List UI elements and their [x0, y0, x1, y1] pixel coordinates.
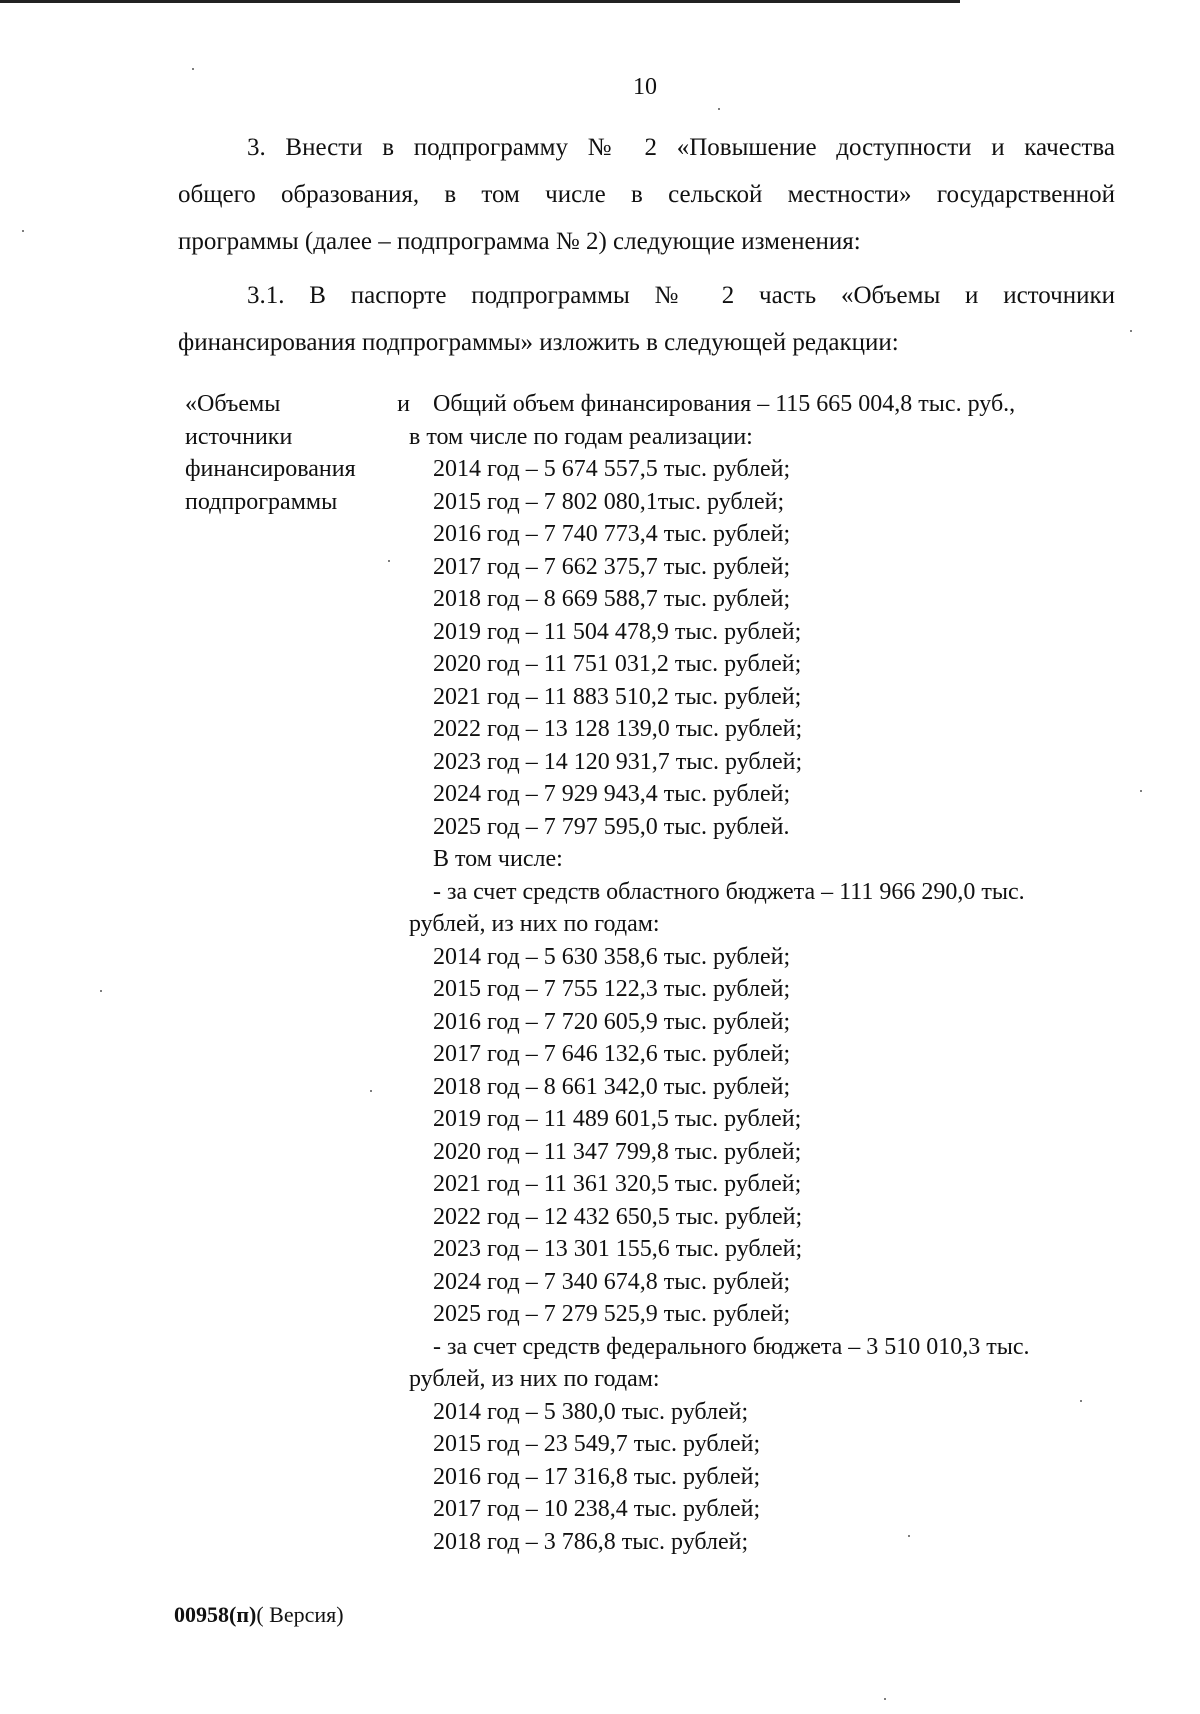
paragraph-passport-change — [178, 272, 1115, 366]
paragraph-line: программы (далее – подпрограмма № 2) следующие изменения: — [178, 228, 861, 255]
year-row: 2025 год – 7 797 595,0 тыс. рублей. — [433, 813, 790, 840]
year-row: 2021 год – 11 361 320,5 тыс. рублей; — [433, 1171, 802, 1197]
year-row: 2017 год – 10 238,4 тыс. рублей; — [433, 1496, 761, 1522]
paragraph-line: 3.1. В паспорте подпрограммы № 2 часть «Объемы и источники — [247, 282, 1115, 309]
scan-speck — [1140, 790, 1142, 792]
year-row: 2015 год – 7 755 122,3 тыс. рублей; — [433, 976, 791, 1002]
left-label-part: «Объемы — [185, 391, 281, 417]
regional-budget-cont: рублей, из них по годам: — [409, 911, 660, 937]
year-row: 2015 год – 23 549,7 тыс. рублей; — [433, 1431, 761, 1457]
total-financing: Общий объем финансирования – 115 665 004,8 тыс. руб., — [433, 391, 1016, 417]
scan-speck — [370, 1090, 372, 1092]
year-row: 2015 год – 7 802 080,1тыс. рублей; — [433, 488, 785, 515]
table-right-column — [409, 388, 1125, 1558]
year-row: 2024 год – 7 340 674,8 тыс. рублей; — [433, 1268, 791, 1295]
paragraph-line: финансирования подпрограммы» изложить в следующей редакции: — [178, 329, 899, 356]
year-row: 2019 год – 11 489 601,5 тыс. рублей; — [433, 1106, 802, 1132]
federal-budget-cont: рублей, из них по годам: — [409, 1366, 660, 1392]
year-row: 2014 год – 5 380,0 тыс. рублей; — [433, 1398, 749, 1425]
year-row: 2023 год – 13 301 155,6 тыс. рублей; — [433, 1236, 803, 1262]
scan-speck — [908, 1535, 910, 1537]
scan-speck — [22, 230, 24, 232]
scan-speck — [1080, 1400, 1082, 1402]
document-version: ( Версия) — [256, 1602, 344, 1627]
year-row: 2014 год – 5 630 358,6 тыс. рублей; — [433, 943, 791, 970]
including-label: В том числе: — [433, 846, 563, 872]
year-row: 2025 год – 7 279 525,9 тыс. рублей; — [433, 1301, 791, 1327]
table-left-column — [185, 388, 410, 518]
top-rule — [0, 0, 960, 3]
total-financing-cont: в том числе по годам реализации: — [409, 423, 753, 450]
federal-budget: - за счет средств федерального бюджета – 3 510 010,3 тыс. — [433, 1333, 1030, 1360]
document-code: 00958(п) — [174, 1602, 257, 1627]
left-row: финансирования — [185, 456, 356, 482]
scan-speck — [100, 990, 102, 992]
left-label-part: и — [397, 391, 410, 417]
year-row: 2019 год – 11 504 478,9 тыс. рублей; — [433, 618, 802, 645]
year-row: 2017 год – 7 646 132,6 тыс. рублей; — [433, 1041, 791, 1067]
year-row: 2016 год – 7 720 605,9 тыс. рублей; — [433, 1008, 791, 1035]
year-row: 2018 год – 8 661 342,0 тыс. рублей; — [433, 1073, 791, 1100]
paragraph-amend-subprogram — [178, 124, 1115, 265]
year-row: 2021 год – 11 883 510,2 тыс. рублей; — [433, 683, 802, 710]
page-number: 10 — [633, 74, 657, 100]
year-row: 2016 год – 7 740 773,4 тыс. рублей; — [433, 521, 791, 547]
year-row: 2024 год – 7 929 943,4 тыс. рублей; — [433, 781, 791, 807]
scan-speck — [388, 560, 390, 562]
year-row: 2023 год – 14 120 931,7 тыс. рублей; — [433, 748, 803, 775]
year-row: 2018 год – 8 669 588,7 тыс. рублей; — [433, 586, 791, 612]
year-row: 2022 год – 12 432 650,5 тыс. рублей; — [433, 1203, 803, 1230]
scan-speck — [192, 68, 194, 70]
scan-speck — [1130, 330, 1132, 332]
year-row: 2018 год – 3 786,8 тыс. рублей; — [433, 1528, 749, 1555]
paragraph-line: общего образования, в том числе в сельской местности» государственной — [178, 181, 1115, 208]
scan-speck — [884, 1698, 886, 1700]
paragraph-line: 3. Внести в подпрограмму № 2 «Повышение доступности и качества — [247, 134, 1115, 161]
year-row: 2014 год – 5 674 557,5 тыс. рублей; — [433, 456, 791, 482]
regional-budget: - за счет средств областного бюджета – 111 966 290,0 тыс. — [433, 878, 1025, 905]
year-row: 2022 год – 13 128 139,0 тыс. рублей; — [433, 716, 803, 742]
left-row: подпрограммы — [185, 488, 338, 515]
document-footer — [174, 1602, 344, 1628]
year-row: 2017 год – 7 662 375,7 тыс. рублей; — [433, 553, 791, 580]
year-row: 2020 год – 11 347 799,8 тыс. рублей; — [433, 1138, 802, 1165]
year-row: 2020 год – 11 751 031,2 тыс. рублей; — [433, 651, 802, 677]
scan-speck — [718, 108, 720, 110]
year-row: 2016 год – 17 316,8 тыс. рублей; — [433, 1463, 761, 1490]
left-row: источники — [185, 423, 293, 450]
left-row — [185, 388, 410, 421]
